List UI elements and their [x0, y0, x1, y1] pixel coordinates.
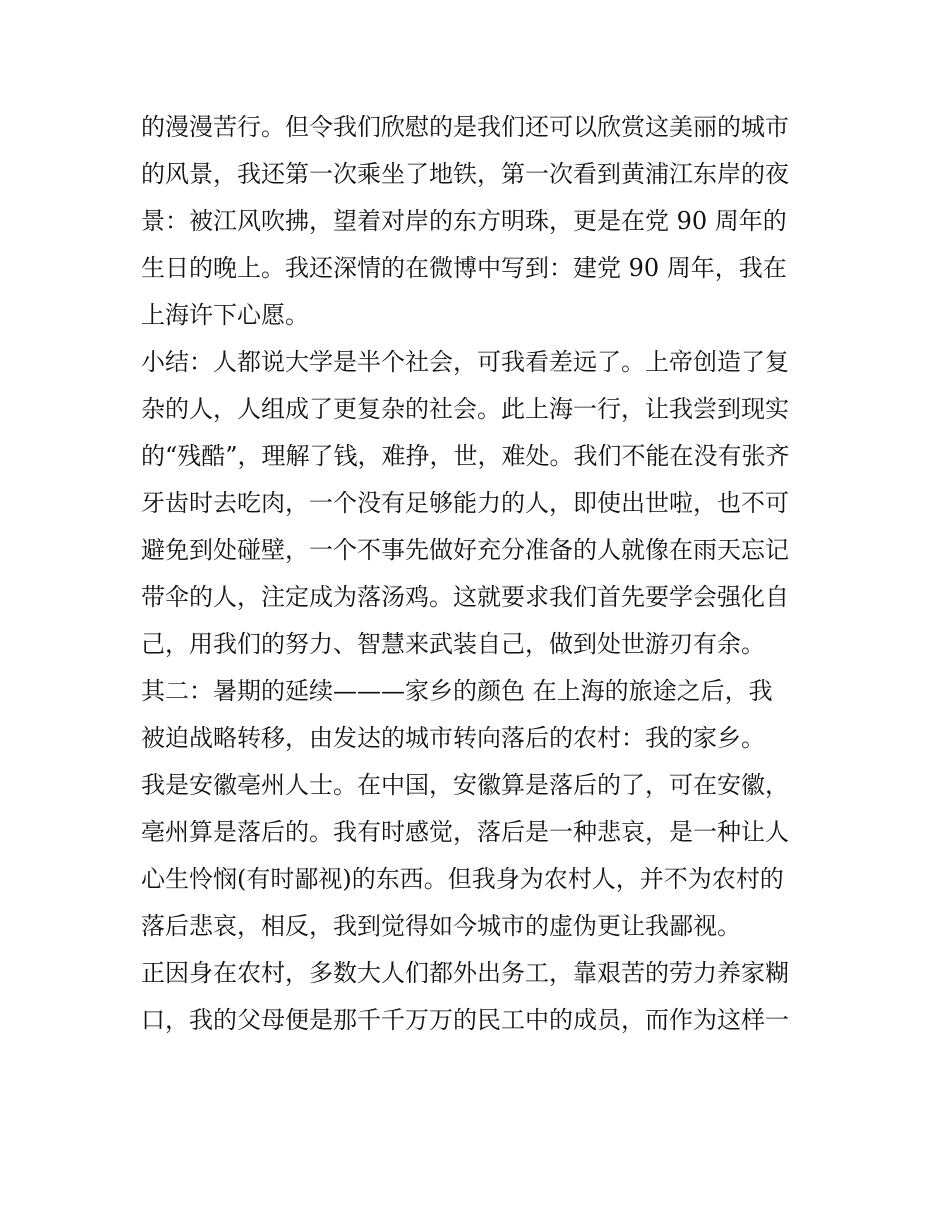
text-line: 带伞的人，注定成为落汤鸡。这就要求我们首先要学会强化自	[141, 583, 789, 611]
text-line: 避免到处碰壁，一个不事先做好充分准备的人就像在雨天忘记	[141, 536, 789, 564]
text-line: 我是安徽亳州人士。在中国，安徽算是落后的了，可在安徽，	[141, 771, 789, 799]
text-line: 心生怜悯(有时鄙视)的东西。但我身为农村人，并不为农村的	[141, 865, 784, 893]
text-line: 景：被江风吹拂，望着对岸的东方明珠，更是在党 90 周年的	[141, 207, 787, 235]
text-line: 上海许下心愿。	[141, 301, 309, 329]
text-line: 口，我的父母便是那千千万万的民工中的成员，而作为这样一	[141, 1006, 789, 1034]
text-line: 杂的人，人组成了更复杂的社会。此上海一行，让我尝到现实	[141, 395, 789, 423]
text-line: 亳州算是落后的。我有时感觉，落后是一种悲哀，是一种让人	[141, 818, 789, 846]
text-line: 的“残酷”，理解了钱，难挣，世，难处。我们不能在没有张齐	[141, 442, 790, 470]
text-line: 的漫漫苦行。但令我们欣慰的是我们还可以欣赏这美丽的城市	[141, 113, 789, 141]
text-line: 牙齿时去吃肉，一个没有足够能力的人，即使出世啦，也不可	[141, 489, 789, 517]
text-line: 被迫战略转移，由发达的城市转向落后的农村：我的家乡。	[141, 724, 765, 752]
body-text	[141, 104, 821, 1044]
text-line: 己，用我们的努力、智慧来武装自己，做到处世游刃有余。	[141, 630, 765, 658]
text-line: 落后悲哀，相反，我到觉得如今城市的虚伪更让我鄙视。	[141, 912, 741, 940]
text-line: 正因身在农村，多数大人们都外出务工，靠艰苦的劳力养家糊	[141, 959, 789, 987]
text-line: 其二：暑期的延续———家乡的颜色 在上海的旅途之后，我	[141, 677, 773, 705]
text-line: 的风景，我还第一次乘坐了地铁，第一次看到黄浦江东岸的夜	[141, 160, 789, 188]
text-line: 生日的晚上。我还深情的在微博中写到：建党 90 周年，我在	[141, 254, 787, 282]
text-line: 小结：人都说大学是半个社会，可我看差远了。上帝创造了复	[141, 348, 789, 376]
